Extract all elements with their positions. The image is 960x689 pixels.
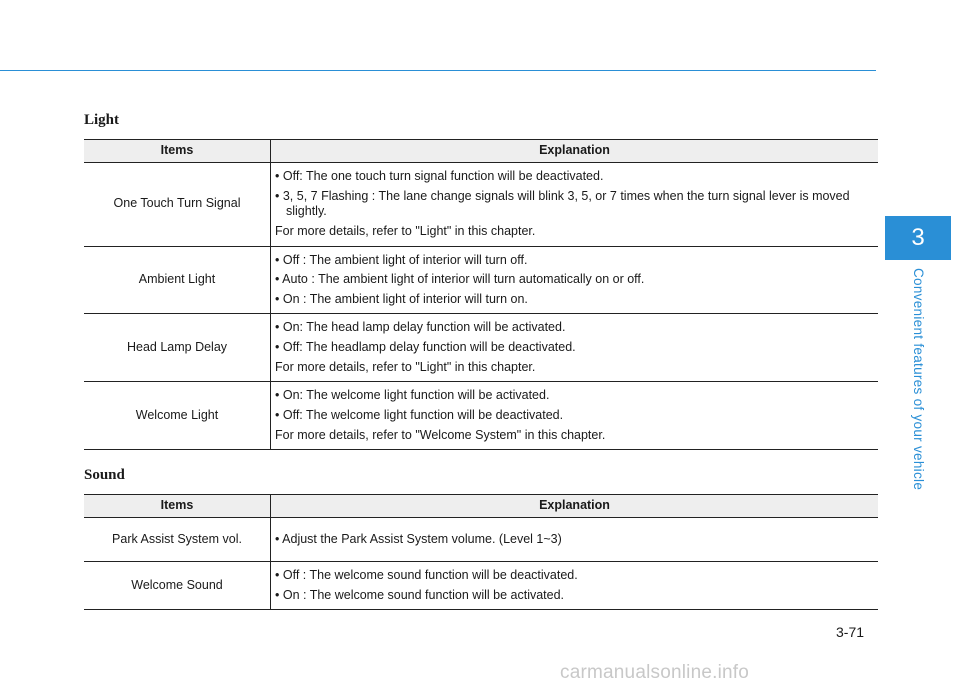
explanation-line: • On: The welcome light function will be activated.: [275, 388, 550, 403]
explanation-line: • Auto : The ambient light of interior will turn automatically on or off.: [275, 272, 645, 287]
item-park-assist-system-vol: Park Assist System vol.: [84, 518, 271, 562]
sound-table: [84, 494, 878, 610]
item-welcome-sound: Welcome Sound: [84, 562, 271, 610]
watermark-text: carmanualsonline.info: [560, 662, 750, 683]
explanation-line: For more details, refer to "Light" in this chapter.: [275, 359, 536, 374]
item-ambient-light: Ambient Light: [84, 246, 271, 314]
explanation-line: • Off: The one touch turn signal function will be deactivated.: [275, 169, 604, 183]
explanation-cell: [271, 562, 879, 610]
chapter-tab: 3: [885, 216, 951, 260]
sound-section-title: Sound: [84, 467, 125, 483]
light-header-items: Items: [84, 140, 271, 163]
explanation-line: For more details, refer to "Light" in this chapter.: [275, 223, 536, 238]
explanation-line: • On : The welcome sound function will be activated.: [275, 587, 565, 602]
explanation-cell: [271, 382, 879, 450]
explanation-line: • Adjust the Park Assist System volume. (Level 1~3): [275, 531, 562, 546]
explanation-cell: [271, 518, 879, 562]
explanation-line: • On: The head lamp delay function will be activated.: [275, 320, 566, 335]
light-section-title: Light: [84, 112, 120, 128]
table-row: [84, 314, 878, 382]
light-header-explanation: Explanation: [271, 140, 879, 163]
explanation-cell: [271, 246, 879, 314]
header-rule: [0, 70, 876, 71]
sound-header-items: Items: [84, 495, 271, 518]
item-head-lamp-delay: Head Lamp Delay: [84, 314, 271, 382]
chapter-title: Convenient features of your vehicle: [911, 268, 926, 491]
explanation-line: • On : The ambient light of interior will turn on.: [275, 291, 528, 306]
sound-header-explanation: Explanation: [271, 495, 879, 518]
table-row: [84, 562, 878, 610]
item-welcome-light: Welcome Light: [84, 382, 271, 450]
item-one-touch-turn-signal: One Touch Turn Signal: [84, 163, 271, 247]
page-number: 3-71: [836, 624, 865, 640]
table-row: [84, 518, 878, 562]
explanation-line: • Off : The ambient light of interior will turn off.: [275, 252, 528, 267]
sound-header-row: [84, 495, 878, 518]
explanation-line: For more details, refer to "Welcome System" in this chapter.: [275, 427, 606, 442]
explanation-line: • Off: The welcome light function will be deactivated.: [275, 407, 564, 422]
table-row: [84, 163, 878, 247]
table-row: [84, 246, 878, 314]
explanation-line: • Off: The headlamp delay function will be deactivated.: [275, 340, 576, 354]
table-row: [84, 382, 878, 450]
light-header-row: [84, 140, 878, 163]
explanation-cell: [271, 163, 879, 247]
explanation-line: • 3, 5, 7 Flashing : The lane change signals will blink 3, 5, or 7 times when the turn signal lever is moved slightly.: [275, 188, 850, 219]
explanation-line: • Off : The welcome sound function will be deactivated.: [275, 568, 578, 582]
light-table: [84, 139, 878, 450]
explanation-cell: [271, 314, 879, 382]
